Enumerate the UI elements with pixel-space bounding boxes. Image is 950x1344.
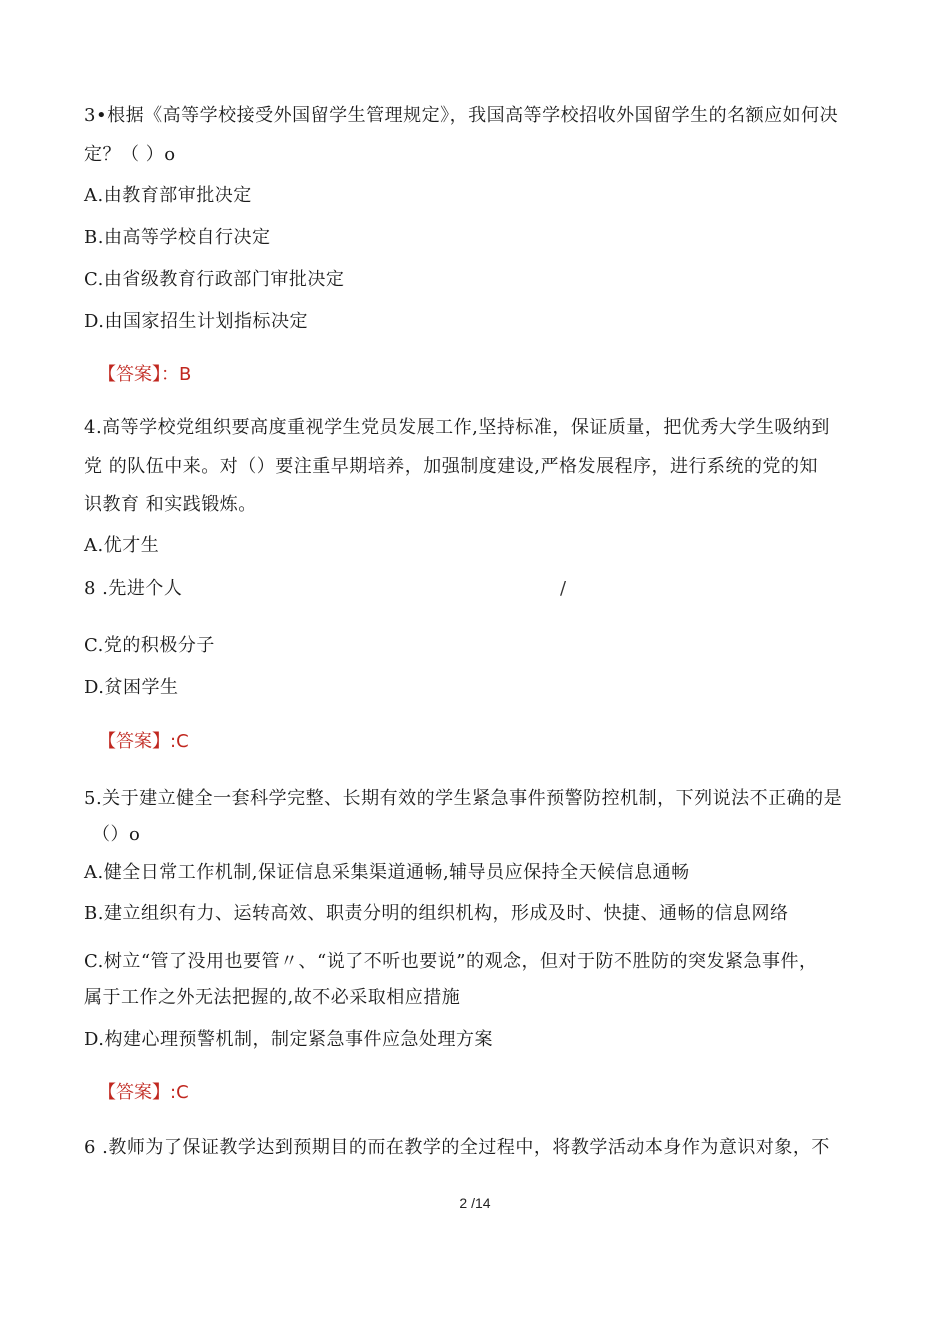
q5-answer: 【答案】:C [98, 1082, 189, 1103]
q6-stem-line-1: 6 .教师为了保证教学达到预期目的而在教学的全过程中，将教学活动本身作为意识对象，不 [84, 1137, 830, 1158]
q4-option-b: 8 .先进个人 [84, 578, 183, 599]
q3-option-d: D.由国家招生计划指标决定 [84, 311, 309, 332]
q4-option-c: C.党的积极分子 [84, 635, 215, 656]
q5-option-c-line-1: C.树立“管了没用也要管〃、“说了不听也要说”的观念，但对于防不胜防的突发紧急事件， [84, 951, 818, 972]
q5-option-a: A.健全日常工作机制,保证信息采集渠道通畅,辅导员应保持全天候信息通畅 [84, 862, 690, 883]
q4-stem-line-2: 党 的队伍中来。对（）要注重早期培养，加强制度建设,严格发展程序，进行系统的党的知 [84, 456, 818, 477]
q3-answer: 【答案】：B [98, 364, 192, 385]
q5-option-b: B.建立组织有力、运转高效、职责分明的组织机构，形成及时、快捷、通畅的信息网络 [84, 903, 789, 924]
q4-answer: 【答案】:C [98, 731, 189, 752]
q3-option-a: A.由教育部审批决定 [84, 185, 252, 206]
q4-stem-line-1: 4.高等学校党组织要高度重视学生党员发展工作,坚持标准，保证质量，把优秀大学生吸纳到 [84, 417, 830, 438]
q5-option-d: D.构建心理预警机制，制定紧急事件应急处理方案 [84, 1029, 494, 1050]
stray-slash-mark: / [560, 578, 567, 599]
q3-option-b: B.由高等学校自行决定 [84, 227, 271, 248]
q4-option-d: D.贫困学生 [84, 677, 179, 698]
q5-option-c-line-2: 属于工作之外无法把握的,故不必采取相应措施 [84, 987, 461, 1008]
q4-option-a: A.优才生 [84, 535, 160, 556]
page-number: 2 /14 [459, 1195, 491, 1211]
q3-stem-line-2: 定？（ ）o [84, 144, 176, 165]
q3-option-c: C.由省级教育行政部门审批决定 [84, 269, 345, 290]
q4-stem-line-3: 识教育 和实践锻炼。 [84, 494, 257, 515]
q5-stem-line-1: 5.关于建立健全一套科学完整、长期有效的学生紧急事件预警防控机制，下列说法不正确的是 [84, 788, 843, 809]
q5-stem-line-2: （）o [92, 824, 141, 845]
q3-stem-line-1: 3•根据《高等学校接受外国留学生管理规定》，我国高等学校招收外国留学生的名额应如何决 [84, 105, 839, 126]
